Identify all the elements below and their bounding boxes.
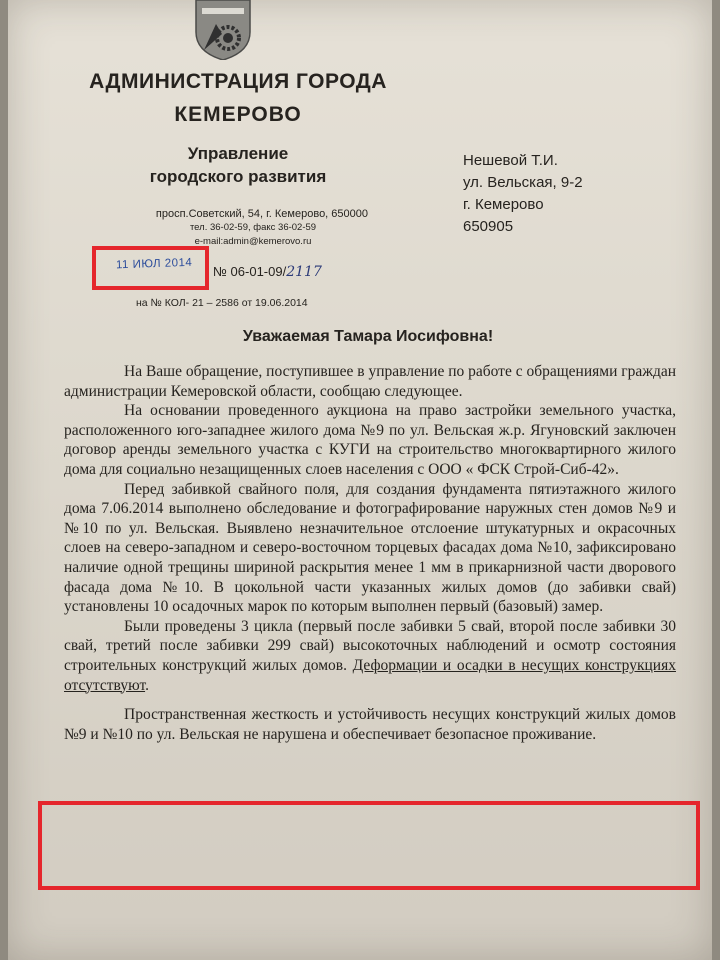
paragraph-4-main: Были проведены 3 цикла (первый после забивки 5 свай, второй после забивки 30 свай, третий после забивки 299 свай) высокоточных наблюдений и осмотр состояния строительных конструкций жилых домов. xyxy=(64,617,676,674)
conclusion-highlight-frame xyxy=(38,801,700,890)
paragraph-4-end: . xyxy=(145,676,149,694)
recipient-city: г. Кемерово xyxy=(463,196,544,213)
department-address xyxy=(98,207,368,249)
date-highlight-frame xyxy=(92,246,209,290)
date-stamp: 11 ИЮЛ 2014 xyxy=(115,256,193,272)
letter-body xyxy=(64,362,676,744)
recipient-street: ул. Вельская, 9-2 xyxy=(463,174,583,191)
department-name xyxy=(123,142,353,188)
registration-handwritten: 2117 xyxy=(286,264,322,280)
paragraph-4-underlined: Деформации и осадки в несущих конструкциях отсутствуют xyxy=(64,656,676,694)
paragraph-5: Пространственная жесткость и устойчивость несущих конструкций жилых домов №9 и №10 по ул. Вельская не нарушена и обеспечивает безопасное проживание. xyxy=(64,706,676,743)
org-city: КЕМЕРОВО xyxy=(174,103,302,126)
email-line: e-mail:admin@kemerovo.ru xyxy=(194,236,312,247)
paragraph-4 xyxy=(64,617,676,695)
registration-prefix: № 06-01-09/ xyxy=(213,264,287,279)
phone-line: тел. 36-02-59, факс 36-02-59 xyxy=(189,222,317,233)
paragraph-2: На основании проведенного аукциона на право застройки земельного участка, расположенного юго-западнее жилого дома №9 по ул. Вельская ж.р. Ягуновский заключен договор аренды земельного участка с КУГИ на строительство многоквартирного жилого дома для социально незащищенных слоев населения с ООО « ФСК Строй-Сиб-42». xyxy=(64,402,676,478)
reference-line: на № КОЛ- 21 – 2586 от 19.06.2014 xyxy=(136,297,308,309)
registration-number xyxy=(213,264,322,280)
greeting: Уважаемая Тамара Иосифовна! xyxy=(242,328,494,345)
letter-page xyxy=(8,0,712,960)
org-title: АДМИНИСТРАЦИЯ ГОРОДА xyxy=(89,70,387,93)
paragraph-3: Перед забивкой свайного поля, для создания фундамента пятиэтажного жилого дома 7.06.2014 выполнено обследование и фотографирование наружных стен домов №9 и №10 по ул. Вельская. Выявлено незначительное отслоение штукатурных и окрасочных слоев на северо-западном и северо-восточном торцевых фасадах дома №10, зафиксировано наличие одной трещины шириной раскрытия менее 1 мм в прикарнизной части дворового фасада дома №10. В цокольной части указанных жилых домов (до забивки свай) установлены 10 осадочных марок по которым выполнен первый (базовый) замер. xyxy=(64,480,676,616)
paragraph-1: На Ваше обращение, поступившее в управление по работе с обращениями граждан администрации Кемеровской области, сообщаю следующее. xyxy=(64,363,677,400)
recipient-block xyxy=(463,150,703,238)
recipient-zip: 650905 xyxy=(463,218,514,235)
recipient-name: Нешевой Т.И. xyxy=(463,152,558,169)
department-line-2: городского развития xyxy=(149,167,327,186)
city-emblem-icon xyxy=(188,0,258,60)
department-line-1: Управление xyxy=(187,144,289,163)
address-line: просп.Советский, 54, г. Кемерово, 650000 xyxy=(155,208,368,220)
